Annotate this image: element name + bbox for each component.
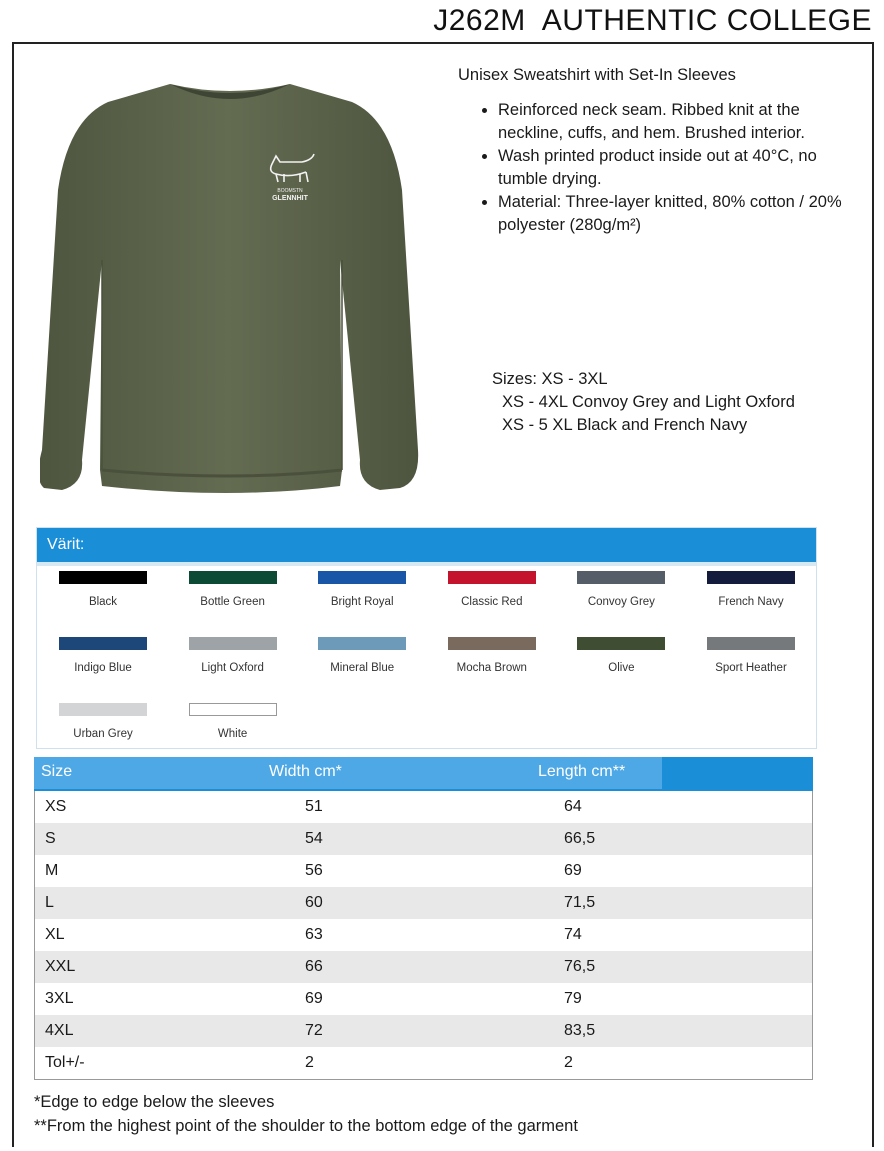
size-table-body: [34, 791, 813, 1080]
logo-text: GLENNHIT: [272, 195, 308, 202]
cell-length: 79: [564, 990, 582, 1007]
swatch-label: White: [217, 728, 248, 740]
color-swatch: [168, 571, 298, 608]
sweatshirt-image: [40, 80, 420, 500]
swatch-color-bar: [59, 571, 147, 584]
size-line: XS - 5 XL Black and French Navy: [502, 416, 748, 434]
swatch-label: Olive: [608, 662, 635, 674]
color-swatch: [427, 571, 557, 608]
cell-length: 2: [564, 1054, 573, 1071]
cell-width: 51: [305, 798, 323, 815]
table-row: [35, 855, 812, 887]
color-swatch: [168, 703, 298, 740]
swatch-label: Bottle Green: [200, 596, 265, 608]
cell-width: 54: [305, 830, 323, 847]
product-code: J262M: [433, 4, 526, 37]
swatch-label: French Navy: [718, 596, 784, 608]
cell-length: 71,5: [564, 894, 596, 911]
swatch-label: Mocha Brown: [456, 662, 527, 674]
color-swatch: [686, 571, 816, 608]
swatch-label: Black: [88, 596, 118, 608]
feature-item: • Reinforced neck seam. Ribbed knit at the neckline, cuffs, and hem. Brushed interior.: [498, 99, 858, 145]
table-row: [35, 791, 812, 823]
swatch-color-bar: [707, 637, 795, 650]
swatch-color-bar: [577, 637, 665, 650]
cell-size: M: [45, 862, 59, 879]
cell-width: 63: [305, 926, 323, 943]
swatch-color-bar: [707, 571, 795, 584]
cell-size: 4XL: [45, 1022, 74, 1039]
footnote: *Edge to edge below the sleeves: [34, 1093, 275, 1111]
footnote: **From the highest point of the shoulder to the bottom edge of the garment: [34, 1117, 578, 1135]
swatch-label: Convoy Grey: [587, 596, 655, 608]
color-swatch: [297, 571, 427, 608]
cell-size: 3XL: [45, 990, 74, 1007]
cell-width: 66: [305, 958, 323, 975]
swatch-color-bar: [189, 571, 277, 584]
color-swatch: [168, 637, 298, 674]
garment-body: [40, 84, 418, 493]
table-row: [35, 951, 812, 983]
color-swatch: [686, 637, 816, 674]
cell-width: 72: [305, 1022, 323, 1039]
size-line: Sizes: XS - 3XL: [492, 370, 608, 388]
feature-item: • Material: Three-layer knitted, 80% cotton / 20% polyester (280g/m²): [498, 191, 858, 237]
swatch-label: Light Oxford: [201, 662, 264, 674]
cell-width: 69: [305, 990, 323, 1007]
cell-length: 83,5: [564, 1022, 596, 1039]
color-panel: [36, 527, 817, 749]
cell-size: XL: [45, 926, 65, 943]
cell-width: 2: [305, 1054, 314, 1071]
feature-list: [458, 99, 858, 237]
swatch-color-bar: [318, 571, 406, 584]
cell-length: 74: [564, 926, 582, 943]
product-subtitle: Unisex Sweatshirt with Set-In Sleeves: [458, 66, 736, 84]
color-panel-heading: Värit:: [37, 528, 816, 566]
size-table: [34, 757, 813, 1080]
table-row: [35, 1047, 812, 1079]
header-width: Width cm*: [269, 763, 342, 780]
cell-size: Tol+/-: [45, 1054, 85, 1071]
swatch-label: Indigo Blue: [74, 662, 132, 674]
header-length: Length cm**: [538, 763, 626, 780]
swatch-color-bar: [448, 637, 536, 650]
size-table-header: [34, 757, 813, 791]
swatch-color-bar: [448, 571, 536, 584]
page-title: [0, 4, 872, 38]
cell-length: 76,5: [564, 958, 596, 975]
color-swatch: [38, 571, 168, 608]
cell-length: 66,5: [564, 830, 596, 847]
size-availability: [492, 368, 795, 437]
table-row: [35, 823, 812, 855]
swatch-label: Mineral Blue: [330, 662, 395, 674]
cell-width: 60: [305, 894, 323, 911]
swatch-label: Sport Heather: [715, 662, 787, 674]
cell-size: L: [45, 894, 54, 911]
cell-size: XXL: [45, 958, 76, 975]
swatch-color-bar: [189, 637, 277, 650]
footnotes: [34, 1090, 578, 1138]
table-row: [35, 919, 812, 951]
product-description: [458, 64, 858, 237]
swatch-color-bar: [59, 637, 147, 650]
swatch-color-bar: [59, 703, 147, 716]
color-swatch: [556, 571, 686, 608]
header-size: Size: [41, 763, 73, 780]
cell-size: S: [45, 830, 56, 847]
logo-small-text: BOOMSTN: [277, 188, 303, 194]
color-swatch: [427, 637, 557, 674]
color-swatch: [38, 703, 168, 740]
product-name: AUTHENTIC COLLEGE: [541, 4, 872, 37]
swatch-color-bar: [189, 703, 277, 716]
cell-length: 64: [564, 798, 582, 815]
cell-length: 69: [564, 862, 582, 879]
cell-size: XS: [45, 798, 67, 815]
swatch-label: Bright Royal: [330, 596, 394, 608]
table-row: [35, 983, 812, 1015]
color-swatch: [297, 637, 427, 674]
feature-item: • Wash printed product inside out at 40°C, no tumble drying.: [498, 145, 858, 191]
size-line: XS - 4XL Convoy Grey and Light Oxford: [502, 393, 795, 411]
table-row: [35, 1015, 812, 1047]
cell-width: 56: [305, 862, 323, 879]
swatch-label: Urban Grey: [73, 728, 133, 740]
color-swatch: [38, 637, 168, 674]
table-row: [35, 887, 812, 919]
color-swatch: [556, 637, 686, 674]
swatch-color-bar: [577, 571, 665, 584]
swatch-color-bar: [318, 637, 406, 650]
swatch-label: Classic Red: [461, 596, 523, 608]
